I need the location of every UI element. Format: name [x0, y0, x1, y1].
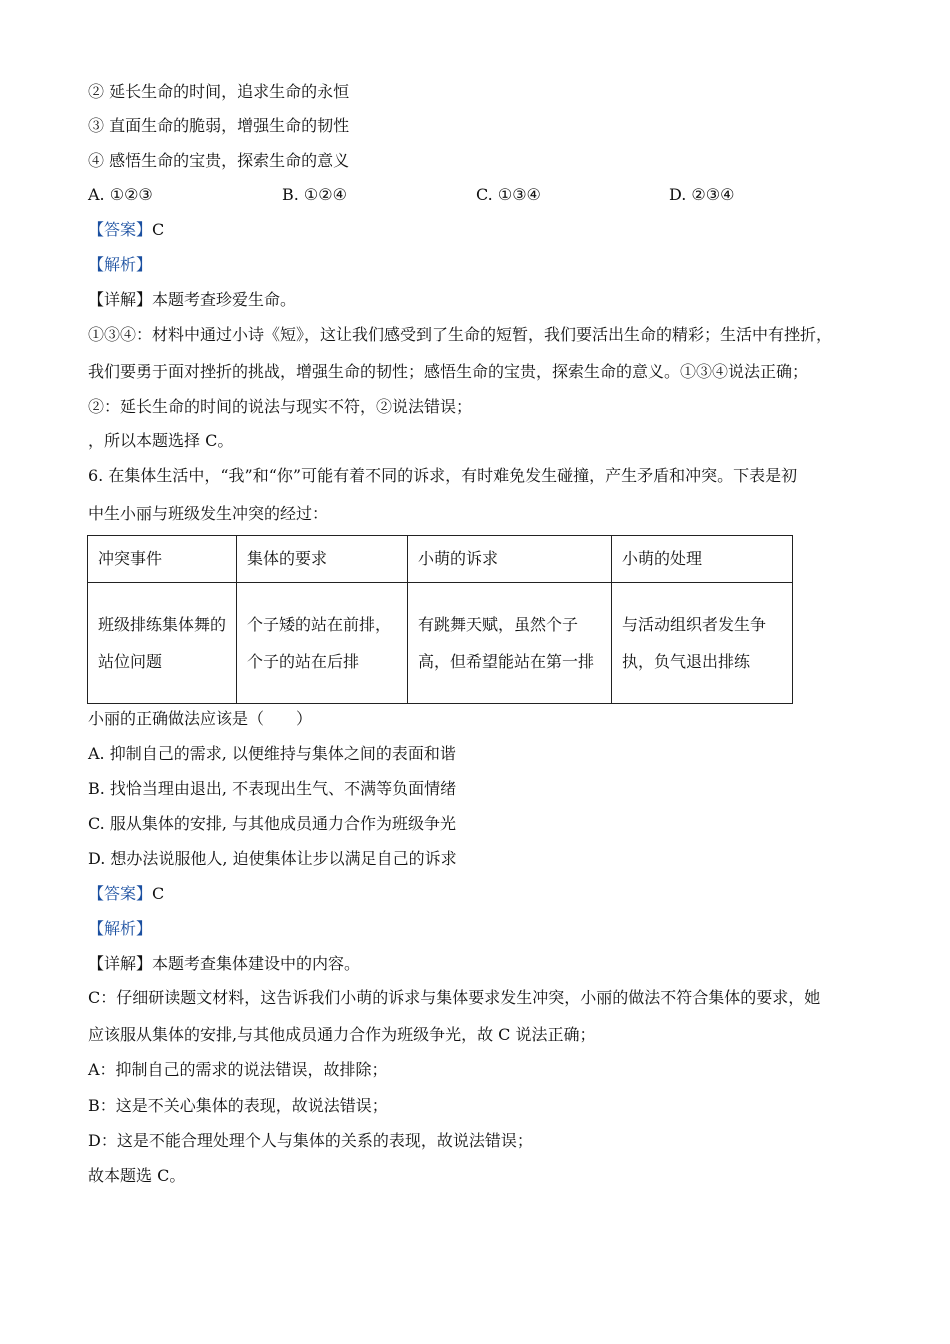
table-header-cell: 小萌的处理 — [612, 536, 793, 583]
table-header-cell: 小萌的诉求 — [408, 536, 612, 583]
answer-label: 【答案】 — [88, 884, 153, 903]
table-header-row — [88, 536, 793, 583]
q6-detail — [88, 954, 360, 974]
q5-explanation-1a: ①③④：材料中通过小诗《短》，这让我们感受到了生命的短暂，我们要活出生命的精彩；生活中有挫折， — [88, 325, 833, 344]
table-cell: 与活动组织者发生争执，负气退出排练 — [612, 583, 793, 704]
q6-choice-d: D. 想办法说服他人, 迫使集体让步以满足自己的诉求 — [88, 849, 457, 868]
q6-choice-a: A. 抑制自己的需求, 以便维持与集体之间的表面和谐 — [88, 744, 456, 763]
q5-choice-a: A. ①②③ — [88, 185, 153, 204]
q5-option-4: ④ 感悟生命的宝贵，探索生命的意义 — [88, 151, 350, 170]
table-row — [88, 583, 793, 704]
answer-label: 【答案】 — [88, 220, 153, 239]
q6-choice-b: B. 找恰当理由退出, 不表现出生气、不满等负面情绪 — [88, 779, 457, 798]
q6-stem-b: 中生小丽与班级发生冲突的经过： — [88, 504, 329, 523]
q5-choice-c: C. ①③④ — [476, 185, 541, 204]
q6-explanation-c-b: 应该服从集体的安排,与其他成员通力合作为班级争光，故 C 说法正确； — [88, 1025, 596, 1044]
table-cell: 个子矮的站在前排，个子的站在后排 — [237, 583, 408, 704]
q6-choice-c: C. 服从集体的安排, 与其他成员通力合作为班级争光 — [88, 814, 457, 833]
table-header-cell: 集体的要求 — [237, 536, 408, 583]
q6-explanation-b: B：这是不关心集体的表现，故说法错误； — [88, 1096, 388, 1115]
q6-explanation-a: A：抑制自己的需求的说法错误，故排除； — [88, 1060, 388, 1079]
q5-explanation-1b: 我们要勇于面对挫折的挑战，增强生命的韧性；感悟生命的宝贵，探索生命的意义。①③④说法正确； — [88, 362, 809, 381]
q6-answer — [88, 884, 164, 904]
answer-value: C — [152, 884, 165, 903]
q5-option-2: ② 延长生命的时间，追求生命的永恒 — [88, 82, 350, 101]
q5-option-3: ③ 直面生命的脆弱，增强生命的韧性 — [88, 116, 350, 135]
conflict-table — [87, 535, 793, 704]
q5-explanation-3: ，所以本题选择 C。 — [88, 431, 234, 450]
answer-value: C — [152, 220, 165, 239]
q6-explanation-d: D：这是不能合理处理个人与集体的关系的表现，故说法错误； — [88, 1131, 533, 1150]
q6-conclusion: 故本题选 C。 — [88, 1166, 186, 1185]
q6-stem-a: 6. 在集体生活中，“我”和“你”可能有着不同的诉求，有时难免发生碰撞，产生矛盾和冲突。下表是初 — [88, 466, 798, 485]
detail-text: 本题考查集体建设中的内容。 — [152, 954, 361, 973]
q5-detail — [88, 290, 296, 310]
q5-answer — [88, 220, 164, 240]
q5-choice-d: D. ②③④ — [669, 185, 735, 204]
q6-explanation-c-a: C：仔细研读题文材料，这告诉我们小萌的诉求与集体要求发生冲突，小丽的做法不符合集体的要求，她 — [88, 988, 821, 1007]
detail-label: 【详解】 — [88, 290, 153, 309]
detail-text: 本题考查珍爱生命。 — [152, 290, 297, 309]
q5-analysis-label: 【解析】 — [88, 255, 153, 274]
detail-label: 【详解】 — [88, 954, 153, 973]
q5-choice-b: B. ①②④ — [282, 185, 347, 204]
q6-analysis-label: 【解析】 — [88, 919, 153, 938]
table-cell: 班级排练集体舞的站位问题 — [88, 583, 237, 704]
table-header-cell: 冲突事件 — [88, 536, 237, 583]
q6-question: 小丽的正确做法应该是（ ） — [88, 709, 313, 728]
q5-explanation-2: ②：延长生命的时间的说法与现实不符，②说法错误； — [88, 397, 473, 416]
table-cell: 有跳舞天赋，虽然个子高，但希望能站在第一排 — [408, 583, 612, 704]
